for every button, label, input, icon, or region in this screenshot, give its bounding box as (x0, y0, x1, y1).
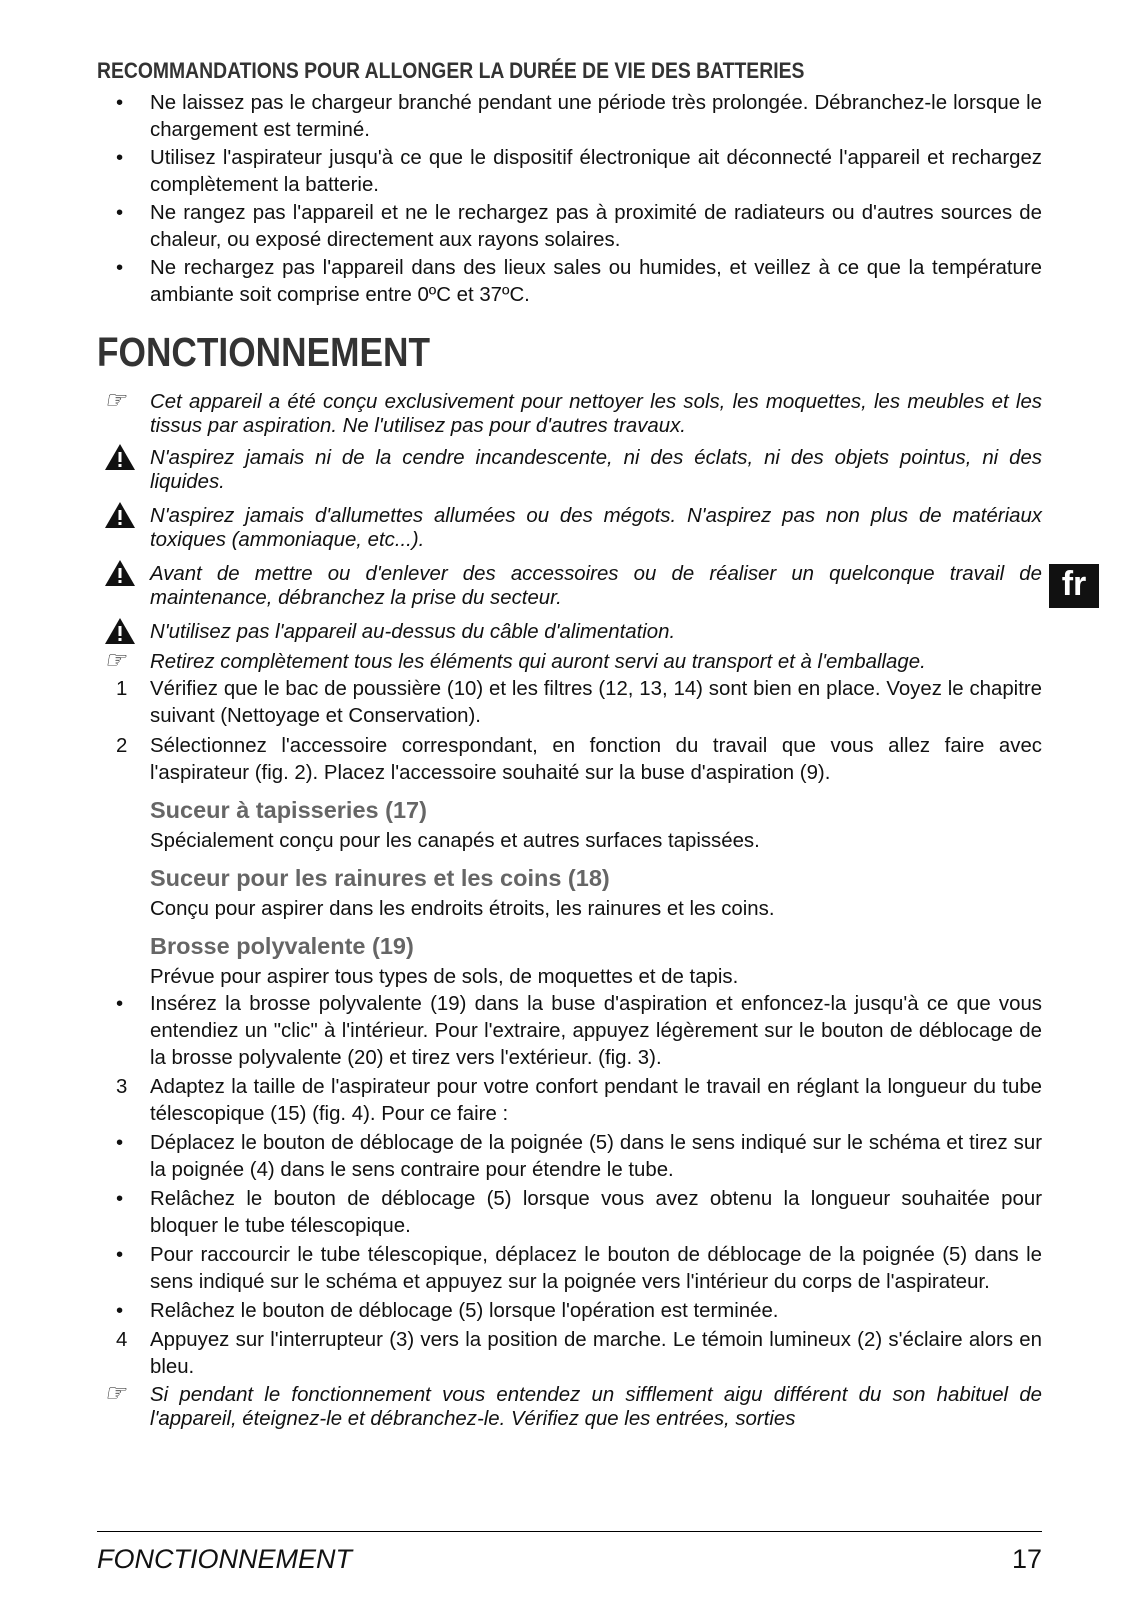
footer-section-title: FONCTIONNEMENT (97, 1544, 352, 1574)
list-item: • Ne laissez pas le chargeur branché pendant une période très prolongée. Débranchez-le lorsque le chargement est terminé. (97, 90, 1042, 144)
batteries-heading: RECOMMANDATIONS POUR ALLONGER LA DURÉE DE VIE DES BATTERIES (97, 58, 805, 83)
warning-item: N'aspirez jamais d'allumettes allumées ou des mégots. N'aspirez pas non plus de matériaux toxiques (ammoniaque, etc...). (97, 504, 1042, 552)
page-number: 17 (1011, 1544, 1042, 1574)
warning-triangle-icon (97, 446, 150, 494)
step-number: 2 (116, 735, 128, 757)
warning-triangle-icon (97, 562, 150, 610)
page-content (97, 58, 1042, 1431)
accessory-title: Suceur pour les rainures et les coins (18) (150, 865, 610, 891)
page-footer (97, 1531, 1042, 1575)
list-item: • Relâchez le bouton de déblocage (5) lorsque vous avez obtenu la longueur souhaitée pour bloquer le tube télescopique. (97, 1186, 1042, 1240)
step-number: 1 (116, 678, 128, 700)
bullet: • (116, 1132, 124, 1154)
warning-triangle-icon (97, 620, 150, 646)
bullet: • (116, 147, 124, 169)
bullet: • (116, 92, 124, 114)
warning-triangle-icon (97, 504, 150, 552)
step-number: 3 (116, 1076, 128, 1098)
bullet: • (116, 1300, 124, 1322)
warning-item: Avant de mettre ou d'enlever des accessoires ou de réaliser un quelconque travail de maintenance, débranchez la prise du secteur. (97, 562, 1042, 610)
language-tab: fr (1049, 564, 1099, 608)
note-item: ☞ Retirez complètement tous les éléments qui auront servi au transport et à l'emballage. (97, 650, 1042, 674)
bullet: • (116, 202, 124, 224)
list-item: • Déplacez le bouton de déblocage de la poignée (5) dans le sens indiqué sur le schéma et tirez sur la poignée (4) dans le sens contraire pour étendre le tube. (97, 1130, 1042, 1184)
bullet: • (116, 257, 124, 279)
battery-recommendations-list (97, 90, 1042, 309)
list-item: • Ne rechargez pas l'appareil dans des lieux sales ou humides, et veillez à ce que la température ambiante soit comprise entre 0ºC et 37ºC. (97, 255, 1042, 309)
note-item: ☞ Si pendant le fonctionnement vous entendez un sifflement aigu différent du son habituel de l'appareil, éteignez-le et débranchez-le. Vérifiez que les entrées, sorties (97, 1383, 1042, 1431)
pointing-hand-icon: ☞ (104, 387, 126, 414)
step-number: 4 (116, 1329, 128, 1351)
warning-item: N'aspirez jamais ni de la cendre incandescente, ni des éclats, ni des objets pointus, ni des liquides. (97, 446, 1042, 494)
pointing-hand-icon: ☞ (104, 647, 126, 674)
accessory-title: Suceur à tapisseries (17) (150, 797, 427, 823)
list-item: • Utilisez l'aspirateur jusqu'à ce que le dispositif électronique ait déconnecté l'appareil et rechargez complètement la batterie. (97, 145, 1042, 199)
list-item: • Ne rangez pas l'appareil et ne le rechargez pas à proximité de radiateurs ou d'autres sources de chaleur, ou exposé directement aux rayons solaires. (97, 200, 1042, 254)
step-item: 2 Sélectionnez l'accessoire correspondant, en fonction du travail que vous allez faire avec l'aspirateur (fig. 2). Placez l'accessoire souhaité sur la buse d'aspiration (9). (97, 733, 1042, 787)
pointing-hand-icon: ☞ (104, 1380, 126, 1407)
step-item: 3 Adaptez la taille de l'aspirateur pour votre confort pendant le travail en réglant la longueur du tube télescopique (15) (fig. 4). Pour ce faire : (97, 1074, 1042, 1128)
list-item: • Relâchez le bouton de déblocage (5) lorsque l'opération est terminée. (97, 1298, 1042, 1325)
list-item: • Insérez la brosse polyvalente (19) dans la buse d'aspiration et enfoncez-la jusqu'à ce que vous entendiez un "clic" à l'intérieur. Pour l'extraire, appuyez légèrement sur le bouton de déblocage de la brosse polyvalente (20) et tirez vers l'extérieur. (fig. 3). (97, 991, 1042, 1072)
list-item: • Pour raccourcir le tube télescopique, déplacez le bouton de déblocage de la poignée (5) dans le sens indiqué sur le schéma et appuyez sur la poignée vers l'intérieur du corps de l'aspirateur. (97, 1242, 1042, 1296)
step-item: 4 Appuyez sur l'interrupteur (3) vers la position de marche. Le témoin lumineux (2) s'éclaire alors en bleu. (97, 1327, 1042, 1381)
step-item: 1 Vérifiez que le bac de poussière (10) et les filtres (12, 13, 14) sont bien en place. Voyez le chapitre suivant (Nettoyage et Conservation). (97, 676, 1042, 730)
bullet: • (116, 1188, 124, 1210)
note-item: ☞ Cet appareil a été conçu exclusivement pour nettoyer les sols, les moquettes, les meubles et les tissus par aspiration. Ne l'utilisez pas pour d'autres travaux. (97, 390, 1042, 438)
warning-item: N'utilisez pas l'appareil au-dessus du câble d'alimentation. (97, 620, 1042, 646)
accessory-description: Prévue pour aspirer tous types de sols, de moquettes et de tapis. (150, 966, 739, 988)
accessory-description: Conçu pour aspirer dans les endroits étroits, les rainures et les coins. (150, 898, 775, 920)
accessory-description: Spécialement conçu pour les canapés et autres surfaces tapissées. (150, 830, 760, 852)
bullet: • (116, 993, 124, 1015)
bullet: • (116, 1244, 124, 1266)
operation-heading: FONCTIONNEMENT (97, 329, 430, 375)
accessory-title: Brosse polyvalente (19) (150, 933, 414, 959)
